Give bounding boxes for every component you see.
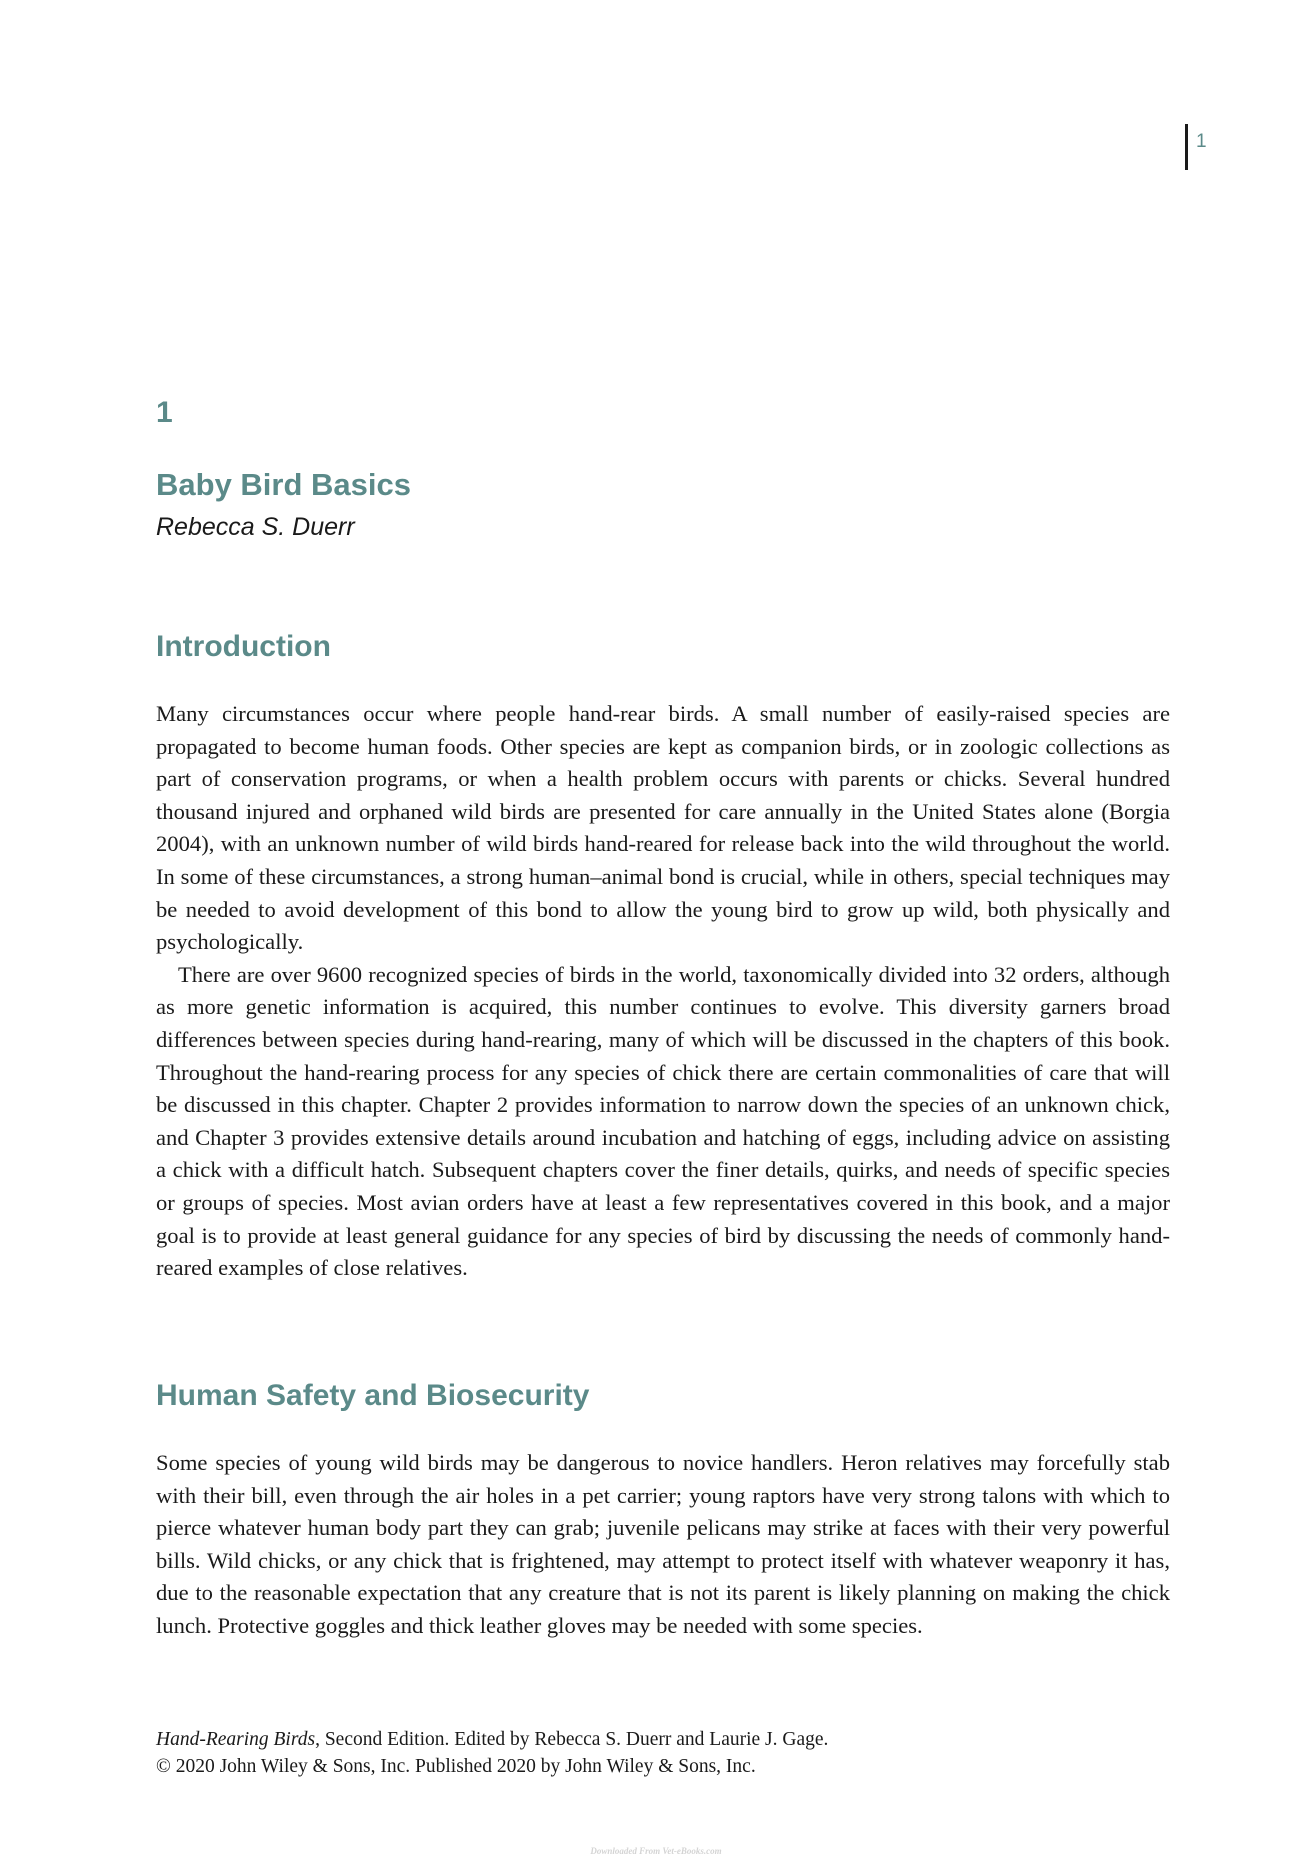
chapter-author: Rebecca S. Duerr xyxy=(156,513,355,541)
section-heading-introduction: Introduction xyxy=(156,630,331,663)
paragraph: Many circumstances occur where people hand-rear birds. A small number of easily-raised species are propagated to become human foods. Other species are kept as companion birds, or in zoologic collections as part of conservation programs, or when a health problem occurs with parents or chicks. Several hundred thousand injured and orphaned wild birds are presented for care annually in the United States alone (Borgia 2004), with an unknown number of wild birds hand-reared for release back into the wild throughout the world. In some of these circumstances, a strong human–animal bond is crucial, while in others, special techniques may be needed to avoid development of this bond to allow the young bird to grow up wild, both physically and psychologically. xyxy=(156,701,1170,955)
book-title: Hand-Rearing Birds xyxy=(156,1729,316,1750)
page-number: 1 xyxy=(1196,131,1207,152)
download-watermark: Downloaded From Vet-eBooks.com xyxy=(590,1846,722,1856)
section-heading-human-safety: Human Safety and Biosecurity xyxy=(156,1379,590,1412)
paragraph: Some species of young wild birds may be dangerous to novice handlers. Heron relatives may forcefully stab with their bill, even through the air holes in a pet carrier; young raptors have very strong talons with which to pierce whatever human body part they can grab; juvenile pelicans may strike at faces with their very powerful bills. Wild chicks, or any chick that is frightened, may attempt to protect itself with whatever weaponry it has, due to the reasonable expectation that any creature that is not its parent is likely planning on making the chick lunch. Protective goggles and thick leather gloves may be needed with some species. xyxy=(156,1450,1170,1638)
introduction-body xyxy=(156,698,1170,1285)
paragraph: There are over 9600 recognized species of birds in the world, taxonomically divided into 32 orders, although as more genetic information is acquired, this number continues to evolve. This diversity garners broad differences between species during hand-rearing, many of which will be discussed in the chapters of this book. Throughout the hand-rearing process for any species of chick there are certain commonalities of care that will be discussed in this chapter. Chapter 2 provides information to narrow down the species of an unknown chick, and Chapter 3 provides extensive details around incubation and hatching of eggs, including advice on assisting a chick with a difficult hatch. Subsequent chapters cover the finer details, quirks, and needs of specific species or groups of species. Most avian orders have at least a few representatives covered in this book, and a major goal is to provide at least general guidance for any species of bird by discussing the needs of commonly hand-reared examples of close relatives. xyxy=(156,961,1170,1281)
human-safety-body xyxy=(156,1447,1170,1643)
edition-text: , Second Edition. Edited by Rebecca S. Duerr and Laurie J. Gage. xyxy=(315,1729,829,1750)
copyright-footnote xyxy=(156,1726,1170,1780)
chapter-number: 1 xyxy=(156,396,173,429)
chapter-title: Baby Bird Basics xyxy=(156,467,411,502)
copyright-line: © 2020 John Wiley & Sons, Inc. Published 2020 by John Wiley & Sons, Inc. xyxy=(156,1756,756,1777)
page-marker xyxy=(1185,124,1207,170)
edition-line xyxy=(156,1726,1170,1753)
